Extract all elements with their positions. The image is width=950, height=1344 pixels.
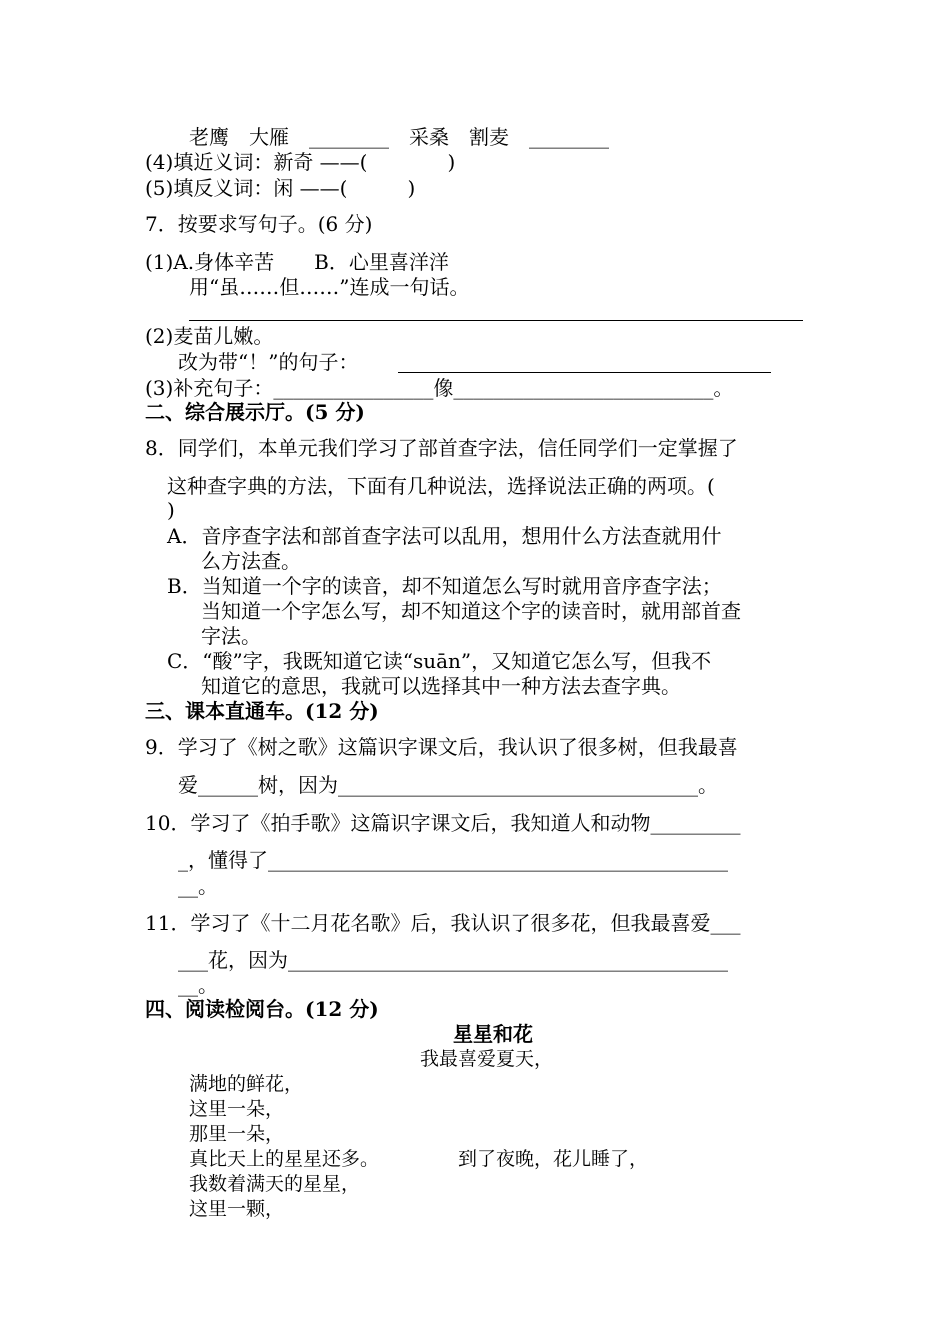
q6-antonym-item: (5)填反义词：闲 ——( ) [145,176,416,200]
section4-heading: 四、阅读检阅台。(12 分) [145,997,379,1021]
q8-line-1: 8．同学们，本单元我们学习了部首查字法，信任同学们一定掌握了 [145,436,738,460]
q8-line-2: 这种查字典的方法，下面有几种说法，选择说法正确的两项。( [167,474,715,498]
poem-line-3: 那里一朵， [189,1123,285,1145]
poem-line-1: 满地的鲜花， [189,1073,304,1095]
q7-title: 7．按要求写句子。(6 分) [145,212,373,236]
q8-option-a-line2: 么方法查。 [201,549,301,573]
q8-answer-paren[interactable]: ) [167,498,175,522]
q11-line-2: ___花，因为____________________________________________ [178,948,728,972]
poem-side-line: 到了夜晚，花儿睡了， [458,1148,649,1170]
q10-line-2: _，懂得了______________________________________________ [178,848,728,872]
q6-row-word-pairs: 老鹰 大雁 ________ 采桑 割麦 ________ [189,125,609,149]
q10-line-1: 10．学习了《拍手歌》这篇识字课文后，我知道人和动物_________ [145,811,741,835]
q8-option-c-line1: C．“酸”字，我既知道它读“suān”，又知道它怎么写，但我不 [167,649,712,673]
poem-line-6: 这里一颗， [189,1198,285,1220]
poem-line-4: 真比天上的星星还多。 [189,1148,380,1170]
poem-title: 星星和花 [453,1022,533,1046]
q11-line-1: 11．学习了《十二月花名歌》后，我认识了很多花，但我最喜爱___ [145,911,741,935]
q10-line-3: __。 [178,874,218,898]
q7-sub2-sentence: (2)麦苗儿嫩。 [145,324,274,348]
q8-option-b-line2: 当知道一个字怎么写，却不知道这个字的读音时，就用部首查 [201,599,741,623]
poem-intro-line: 我最喜爱夏天， [420,1048,554,1070]
q7-sub2-instruction: 改为带“！”的句子： [178,350,359,374]
q11-line-3: __。 [178,973,218,997]
q7-sub2-answer-line[interactable] [398,372,771,373]
q7-sub1-answer-line[interactable] [189,320,803,321]
q6-synonym-item: (4)填近义词：新奇 ——( ) [145,150,456,174]
q7-sub3-fill: (3)补充句子：________________像__________________________。 [145,376,734,400]
q8-option-b-line1: B．当知道一个字的读音，却不知道怎么写时就用音序查字法； [167,574,722,598]
q8-option-b-line3: 字法。 [201,624,261,648]
poem-line-5: 我数着满天的星星， [189,1173,361,1195]
q7-sub1-instruction: 用“虽……但……”连成一句话。 [189,275,470,299]
section2-heading: 二、综合展示厅。(5 分) [145,400,365,424]
q8-option-c-line2: 知道它的意思，我就可以选择其中一种方法去查字典。 [201,674,681,698]
q7-sub1-options: (1)A.身体辛苦 B．心里喜洋洋 [145,250,449,274]
section3-heading: 三、课本直通车。(12 分) [145,699,379,723]
q8-option-a-line1: A．音序查字法和部首查字法可以乱用，想用什么方法查就用什 [167,524,722,548]
q9-line-2: 爱______树，因为____________________________________。 [178,773,718,797]
q9-line-1: 9．学习了《树之歌》这篇识字课文后，我认识了很多树，但我最喜 [145,735,738,759]
poem-line-2: 这里一朵， [189,1098,285,1120]
